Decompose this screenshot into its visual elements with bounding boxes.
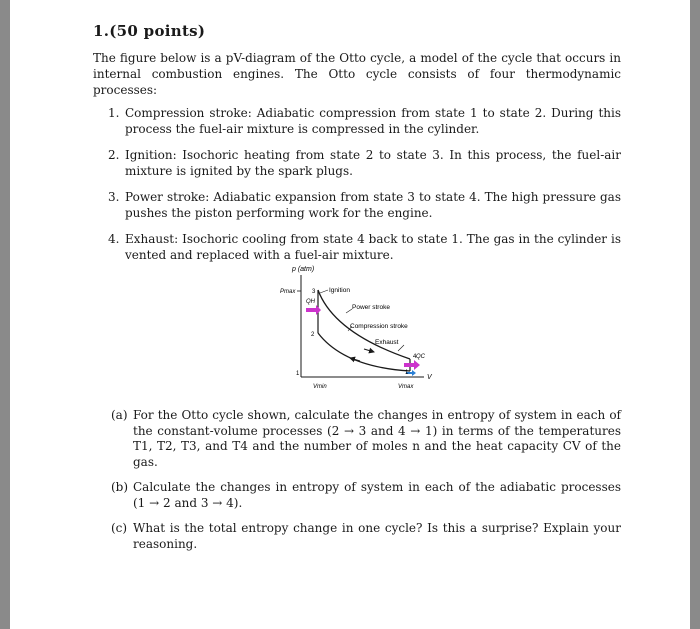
process-item: 4. Exhaust: Isochoric cooling from state 4 back to state 1. The gas in the cylinder is vented and replaced with a fuel-air mixture. [108, 232, 621, 262]
state-3-label: 3 [312, 289, 316, 295]
process-item: 2. Ignition: Isochoric heating from state 2 to state 3. In this process, the fuel-air mixture is ignited by the spark plugs. [108, 148, 621, 178]
ignition-label: Ignition [329, 287, 350, 294]
document-page [10, 0, 690, 629]
qh-arrow [306, 305, 321, 315]
question-a: (a) For the Otto cycle shown, calculate the changes in entropy of system in each of the constant-volume processes (2 → 3 and 4 → 1) in terms of the temperatures T1, T2, T3, and T4 and the number of moles n and the heat capacity CV of the gas. [111, 408, 621, 469]
process-item: 1. Compression stroke: Adiabatic compression from state 1 to state 2. During this process the fuel-air mixture is compressed in the cylinder. [108, 106, 621, 136]
compression-stroke-label: Compression stroke [350, 323, 408, 330]
vmin-label: Vmin [313, 384, 327, 390]
qh-label: QH [306, 299, 315, 305]
problem-title: 1.(50 points) [93, 22, 206, 40]
y-axis-label: p (atm) [292, 266, 315, 273]
qc-label: QC [416, 354, 425, 360]
problem-content [93, 22, 621, 274]
question-c: (c) What is the total entropy change in one cycle? Is this a surprise? Explain your reasoning. [111, 521, 621, 551]
qc-arrow [404, 360, 420, 370]
state-1-axis-label: 1 [296, 371, 300, 377]
state-2-label: 2 [311, 332, 315, 338]
exhaust-label: Exhaust [375, 339, 399, 346]
x-axis-label: V [427, 374, 432, 381]
process-list [93, 106, 621, 263]
vmax-label: Vmax [398, 384, 414, 390]
state-1-label: 1 [405, 370, 409, 376]
questions [111, 408, 621, 562]
state-4-label: 4 [413, 354, 417, 360]
process-item: 3. Power stroke: Adiabatic expansion from state 3 to state 4. The high pressure gas pushes the piston performing work for the engine. [108, 190, 621, 220]
question-b: (b) Calculate the changes in entropy of system in each of the adiabatic processes (1 → 2 and 3 → 4). [111, 480, 621, 510]
power-stroke-label: Power stroke [352, 304, 390, 311]
problem-intro: The figure below is a pV-diagram of the Otto cycle, a model of the cycle that occurs in internal combustion engines. The Otto cycle consists of four thermodynamic processes: [93, 51, 621, 97]
pmax-label: Pmax [280, 289, 296, 295]
otto-cycle-pv-diagram [274, 263, 434, 393]
